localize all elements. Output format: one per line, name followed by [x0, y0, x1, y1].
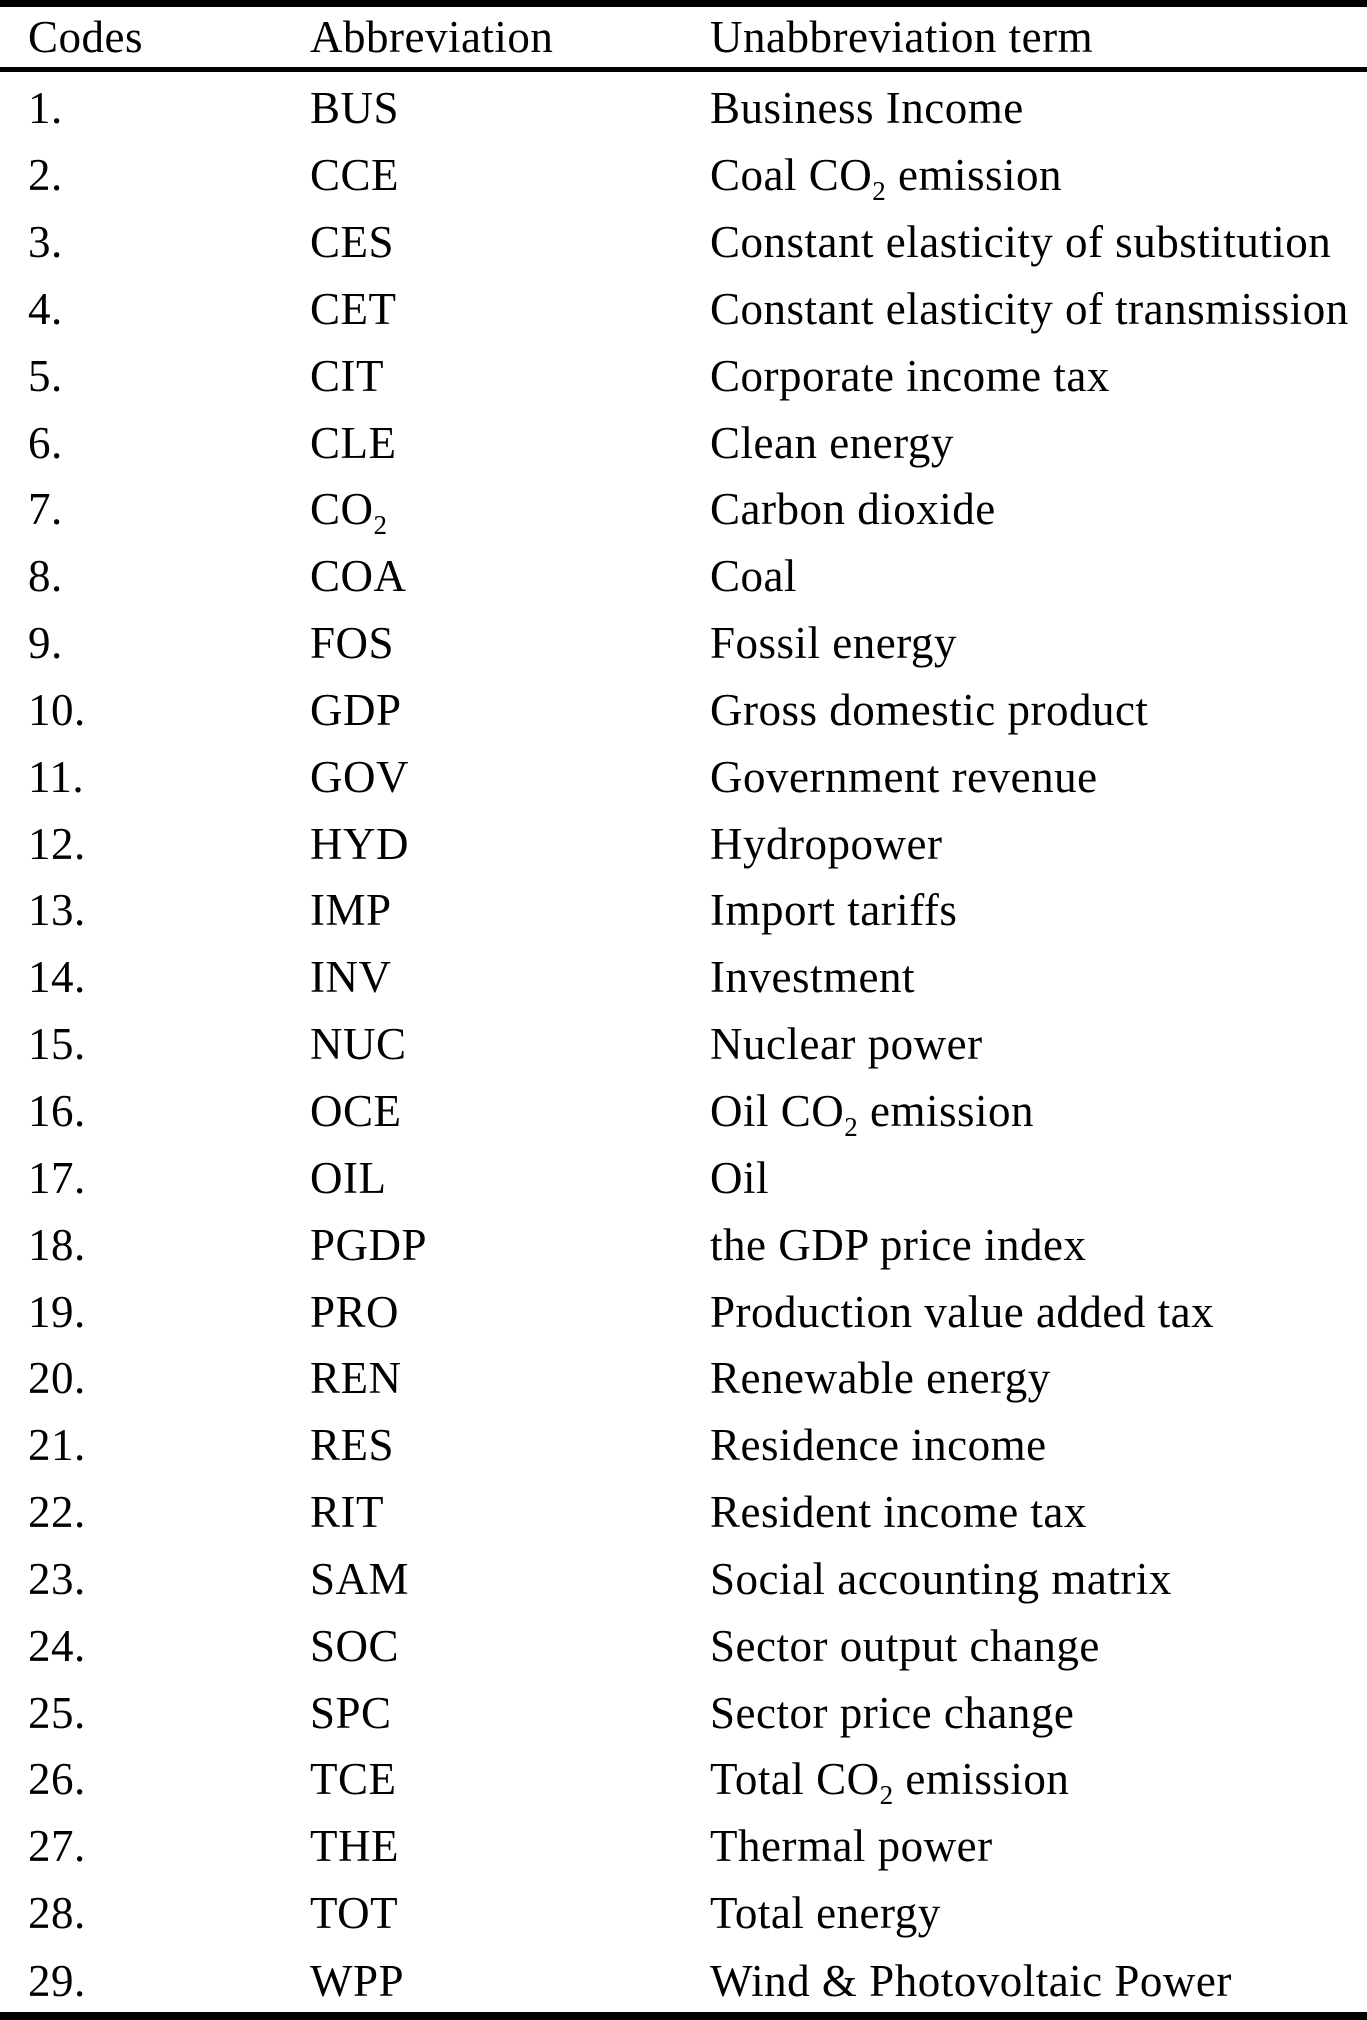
code-cell: 5.: [28, 350, 63, 401]
abbr-cell: THE: [310, 1821, 399, 1872]
code-cell: 8.: [28, 551, 63, 602]
table-row: [0, 206, 1367, 273]
code-cell: 21.: [28, 1420, 86, 1471]
code-cell: 24.: [28, 1620, 86, 1671]
code-cell: 27.: [28, 1821, 86, 1872]
term-cell: the GDP price index: [710, 1219, 1087, 1270]
table-row: [0, 139, 1367, 206]
code-cell: 18.: [28, 1219, 86, 1270]
term-cell: Thermal power: [710, 1821, 993, 1872]
term-cell: Gross domestic product: [710, 684, 1149, 735]
code-cell: 16.: [28, 1086, 86, 1137]
abbr-cell: RES: [310, 1420, 395, 1471]
table-row: [0, 674, 1367, 741]
table-header-row: [0, 4, 1367, 70]
code-cell: 13.: [28, 885, 86, 936]
column-header-codes: Codes: [0, 4, 310, 70]
abbr-cell: SPC: [310, 1687, 392, 1738]
code-cell: 4.: [28, 283, 63, 334]
code-cell: 26.: [28, 1754, 86, 1805]
code-cell: 15.: [28, 1019, 86, 1070]
term-cell: Total $CO_2$ emission: [710, 1754, 1070, 1811]
table-row: [0, 1677, 1367, 1744]
term-cell: Fossil energy: [710, 618, 957, 669]
term-cell: Renewable energy: [710, 1353, 1051, 1404]
term-cell: Sector output change: [710, 1620, 1100, 1671]
table-row: [0, 540, 1367, 607]
table-row: [0, 875, 1367, 942]
table-row: [0, 1744, 1367, 1811]
abbr-cell: CET: [310, 283, 397, 334]
abbr-cell: FOS: [310, 618, 395, 669]
abbr-cell: IMP: [310, 885, 392, 936]
column-header-unabbreviation-term: Unabbreviation term: [710, 4, 1367, 70]
table-row: [0, 1610, 1367, 1677]
table-row: [0, 1075, 1367, 1142]
table-row: [0, 808, 1367, 875]
term-cell: Clean energy: [710, 417, 954, 468]
table-row: [0, 70, 1367, 140]
table-row: [0, 1409, 1367, 1476]
abbr-cell: CCE: [310, 150, 400, 201]
table-row: [0, 1543, 1367, 1610]
term-cell: Production value added tax: [710, 1286, 1215, 1337]
table-body: [0, 70, 1367, 2017]
abbr-cell: CLE: [310, 417, 397, 468]
code-cell: 17.: [28, 1152, 86, 1203]
abbr-cell: OCE: [310, 1086, 402, 1137]
abbr-cell: TCE: [310, 1754, 397, 1805]
term-cell: Sector price change: [710, 1687, 1075, 1738]
term-cell: Coal $CO_2$ emission: [710, 150, 1063, 207]
term-cell: Wind & Photovoltaic Power: [710, 1955, 1232, 2006]
abbr-cell: SOC: [310, 1620, 400, 1671]
abbr-cell: CES: [310, 217, 395, 268]
term-cell: Constant elasticity of transmission: [710, 283, 1349, 334]
term-cell: Resident income tax: [710, 1487, 1087, 1538]
abbr-cell: PRO: [310, 1286, 400, 1337]
code-cell: 28.: [28, 1888, 86, 1939]
column-header-abbreviation: Abbreviation: [310, 4, 710, 70]
table-row: [0, 1276, 1367, 1343]
table-row: [0, 941, 1367, 1008]
code-cell: 7.: [28, 484, 63, 535]
table-row: [0, 273, 1367, 340]
term-cell: Corporate income tax: [710, 350, 1110, 401]
term-cell: Business Income: [710, 83, 1024, 134]
abbr-cell: RIT: [310, 1487, 384, 1538]
code-cell: 23.: [28, 1553, 86, 1604]
term-cell: Total energy: [710, 1888, 941, 1939]
code-cell: 2.: [28, 150, 63, 201]
table-row: [0, 1342, 1367, 1409]
code-cell: 9.: [28, 618, 63, 669]
term-cell: Hydropower: [710, 818, 943, 869]
code-cell: 20.: [28, 1353, 86, 1404]
term-cell: Oil: [710, 1152, 770, 1203]
term-cell: Nuclear power: [710, 1019, 983, 1070]
abbr-cell: HYD: [310, 818, 409, 869]
table-header: [0, 4, 1367, 70]
abbr-cell: SAM: [310, 1553, 410, 1604]
term-cell: Government revenue: [710, 751, 1098, 802]
table-row: [0, 1209, 1367, 1276]
term-cell: Residence income: [710, 1420, 1047, 1471]
code-cell: 29.: [28, 1955, 86, 2006]
abbr-cell: INV: [310, 952, 392, 1003]
code-cell: 1.: [28, 83, 63, 134]
term-cell: Carbon dioxide: [710, 484, 996, 535]
abbr-cell: GOV: [310, 751, 409, 802]
code-cell: 6.: [28, 417, 63, 468]
abbr-cell: PGDP: [310, 1219, 428, 1270]
code-cell: 3.: [28, 217, 63, 268]
table-row: [0, 474, 1367, 541]
table-row: [0, 1008, 1367, 1075]
table-row: [0, 1944, 1367, 2016]
abbr-cell: REN: [310, 1353, 402, 1404]
abbr-cell: $CO_2$: [310, 484, 388, 541]
code-cell: 14.: [28, 952, 86, 1003]
code-cell: 25.: [28, 1687, 86, 1738]
abbr-cell: OIL: [310, 1152, 387, 1203]
code-cell: 11.: [28, 751, 85, 802]
term-cell: Social accounting matrix: [710, 1553, 1172, 1604]
term-cell: Oil $CO_2$ emission: [710, 1086, 1035, 1143]
table-row: [0, 1810, 1367, 1877]
table-row: [0, 407, 1367, 474]
abbr-cell: GDP: [310, 684, 402, 735]
code-cell: 12.: [28, 818, 86, 869]
abbr-cell: TOT: [310, 1888, 399, 1939]
term-cell: Coal: [710, 551, 797, 602]
term-cell: Investment: [710, 952, 915, 1003]
code-cell: 10.: [28, 684, 86, 735]
table-row: [0, 607, 1367, 674]
term-cell: Constant elasticity of substitution: [710, 217, 1332, 268]
abbr-cell: CIT: [310, 350, 384, 401]
table-row: [0, 1476, 1367, 1543]
table-row: [0, 741, 1367, 808]
abbr-cell: COA: [310, 551, 407, 602]
code-cell: 19.: [28, 1286, 86, 1337]
abbr-cell: NUC: [310, 1019, 407, 1070]
code-cell: 22.: [28, 1487, 86, 1538]
table-row: [0, 1142, 1367, 1209]
abbr-cell: BUS: [310, 83, 400, 134]
abbr-cell: WPP: [310, 1955, 405, 2006]
table-row: [0, 1877, 1367, 1944]
term-cell: Import tariffs: [710, 885, 958, 936]
table-row: [0, 340, 1367, 407]
